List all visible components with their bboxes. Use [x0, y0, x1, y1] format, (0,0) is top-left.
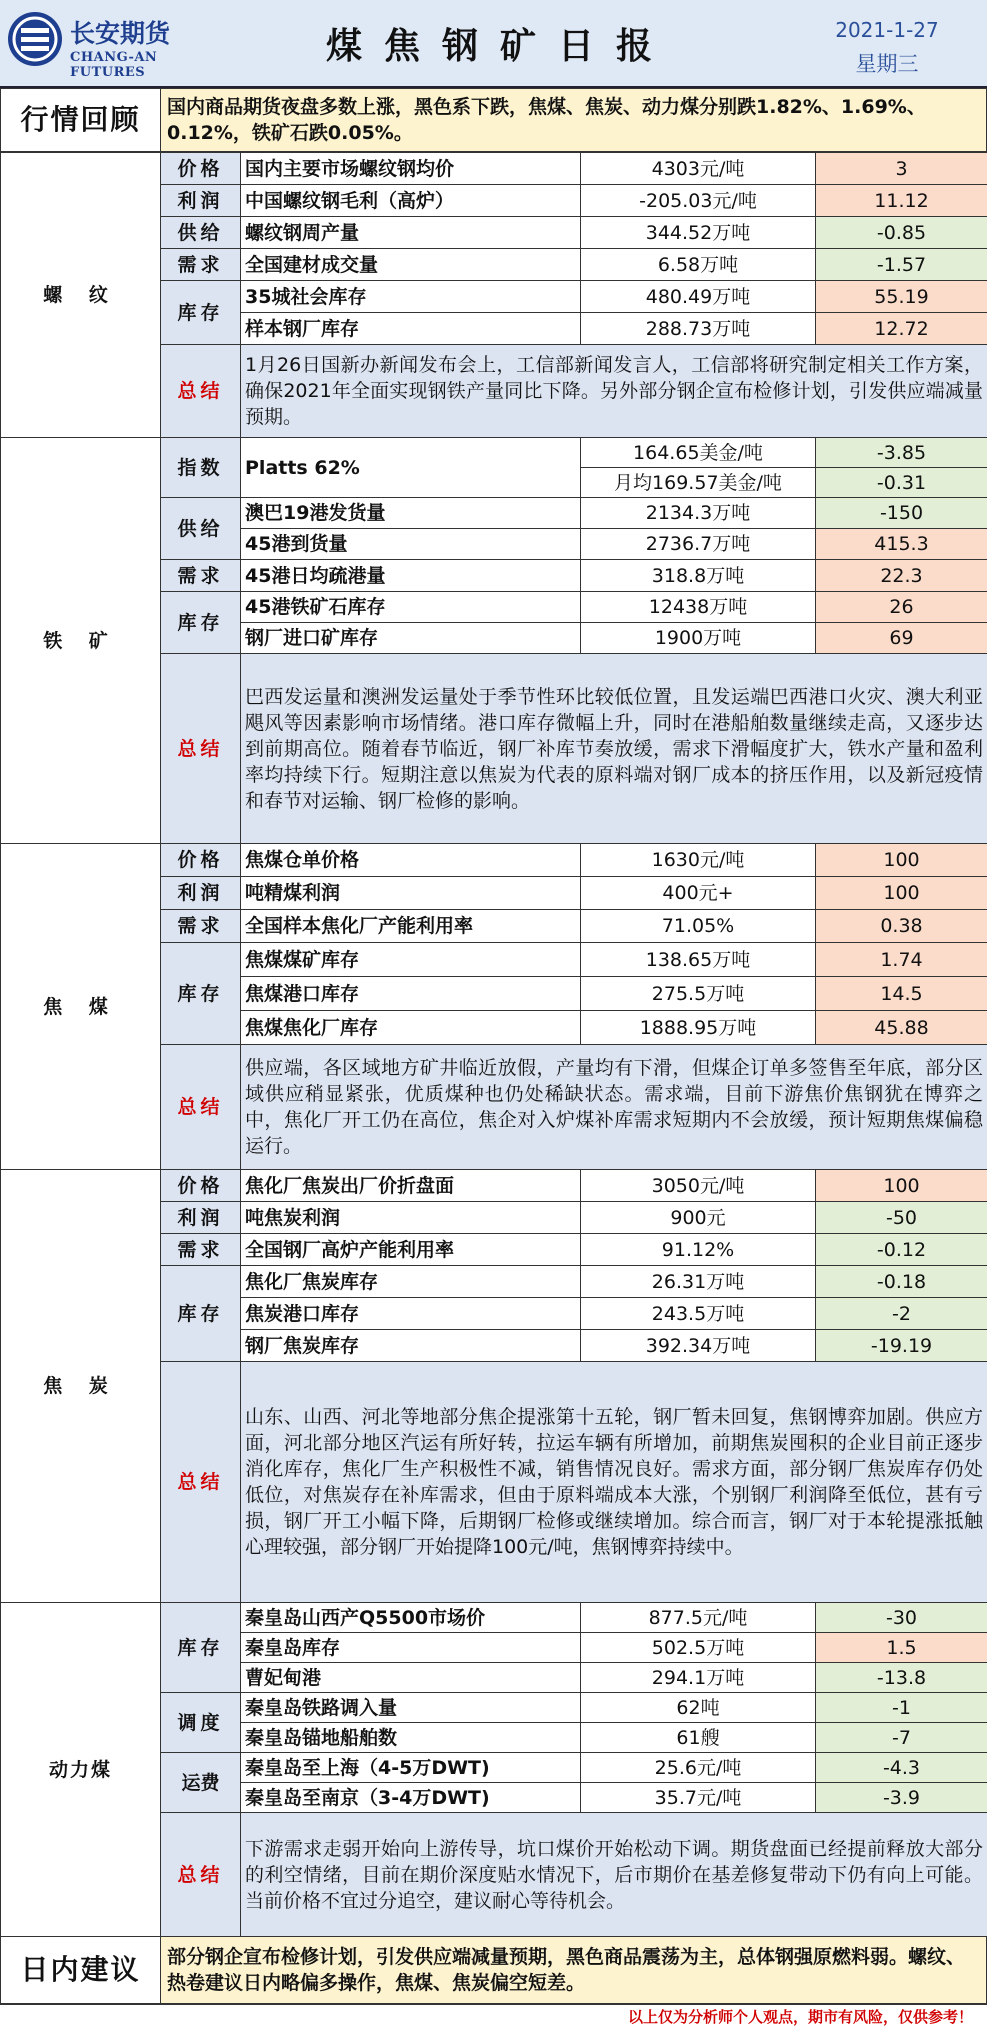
iron-ore-change: 415.3	[816, 529, 987, 560]
coke-item: 焦化厂焦炭库存	[241, 1266, 581, 1298]
rebar-summary: 1月26日国新办新闻发布会上，工信部新闻发言人，工信部将研究制定相关工作方案，确保2021年全面实现钢铁产量同比下降。另外部分钢企宣布检修计划，引发供应端减量预期。	[241, 345, 987, 438]
category-profit: 利润	[161, 1202, 241, 1234]
coking-coal-value: 71.05%	[581, 910, 816, 943]
coke-change: -50	[816, 1202, 987, 1234]
rebar-item: 中国螺纹钢毛利（高炉）	[241, 185, 581, 217]
coking-coal-value: 138.65万吨	[581, 943, 816, 977]
rebar-item: 螺纹钢周产量	[241, 217, 581, 249]
rebar-item: 国内主要市场螺纹钢均价	[241, 153, 581, 185]
disclaimer: 以上仅为分析师个人观点，期市有风险，仅供参考！	[627, 2008, 973, 2026]
iron-ore-item: 45港铁矿石库存	[241, 592, 581, 623]
iron-ore-section	[0, 437, 987, 843]
category-freight: 运费	[161, 1753, 241, 1813]
iron-ore-value: 318.8万吨	[581, 560, 816, 592]
coke-value: 91.12%	[581, 1234, 816, 1266]
iron-ore-value: 164.65美金/吨	[581, 438, 816, 468]
coke-value: 3050元/吨	[581, 1170, 816, 1202]
category-demand: 需求	[161, 560, 241, 592]
coke-item: 焦化厂焦炭出厂价折盘面	[241, 1170, 581, 1202]
coking-coal-value: 1888.95万吨	[581, 1011, 816, 1045]
rebar-label: 螺 纹	[1, 153, 161, 438]
coking-coal-item: 吨精煤利润	[241, 877, 581, 910]
coke-value: 26.31万吨	[581, 1266, 816, 1298]
thermal-coal-item: 曹妃甸港	[241, 1663, 581, 1693]
thermal-coal-item: 秦皇岛库存	[241, 1633, 581, 1663]
coke-change: -2	[816, 1298, 987, 1330]
iron-ore-item: 45港到货量	[241, 529, 581, 560]
report-title: 煤焦钢矿日报	[325, 26, 674, 67]
category-inventory: 库存	[161, 943, 241, 1045]
intraday-advice-text: 部分钢企宣布检修计划，引发供应端减量预期，黑色商品震荡为主，总体钢强原燃料弱。螺纹、热卷建议日内略偏多操作，焦煤、焦炭偏空短差。	[161, 1937, 987, 2004]
brand-name-en: CHANG-AN FUTURES	[70, 50, 158, 80]
category-summary: 总结	[161, 1362, 241, 1603]
category-profit: 利润	[161, 877, 241, 910]
rebar-change: -0.85	[816, 217, 987, 249]
category-summary: 总结	[161, 654, 241, 844]
thermal-coal-label: 动力煤	[1, 1603, 161, 1937]
coke-section	[0, 1169, 987, 1602]
brand-name-cn: 长安期货	[70, 19, 171, 48]
report-weekday: 星期三	[855, 52, 919, 76]
category-supply: 供给	[161, 217, 241, 249]
iron-ore-item: Platts 62%	[241, 438, 581, 498]
iron-ore-change: -0.31	[816, 468, 987, 498]
rebar-change: -1.57	[816, 249, 987, 281]
iron-ore-value: 月均169.57美金/吨	[581, 468, 816, 498]
iron-ore-value: 12438万吨	[581, 592, 816, 623]
category-summary: 总结	[161, 1045, 241, 1170]
thermal-coal-change: -3.9	[816, 1783, 987, 1813]
category-demand: 需求	[161, 910, 241, 943]
coking-coal-label: 焦 煤	[1, 844, 161, 1170]
company-logo	[6, 10, 198, 78]
thermal-coal-value: 25.6元/吨	[581, 1753, 816, 1783]
coke-item: 全国钢厂高炉产能利用率	[241, 1234, 581, 1266]
rebar-change: 11.12	[816, 185, 987, 217]
iron-ore-item: 钢厂进口矿库存	[241, 623, 581, 654]
thermal-coal-value: 502.5万吨	[581, 1633, 816, 1663]
iron-ore-value: 1900万吨	[581, 623, 816, 654]
thermal-coal-change: 1.5	[816, 1633, 987, 1663]
category-summary: 总结	[161, 1813, 241, 1937]
category-price: 价格	[161, 153, 241, 185]
logo-emblem-icon	[6, 10, 64, 68]
rebar-section	[0, 152, 987, 437]
iron-ore-item: 45港日均疏港量	[241, 560, 581, 592]
coking-coal-change: 45.88	[816, 1011, 987, 1045]
report-footer	[0, 2004, 987, 2028]
thermal-coal-summary: 下游需求走弱开始向上游传导，坑口煤价开始松动下调。期货盘面已经提前释放大部分的利空情绪，目前在期价深度贴水情况下，后市期价在基差修复带动下仍有向上可能。当前价格不宜过分追空，建议耐心等待机会。	[241, 1813, 987, 1937]
coking-coal-value: 400元+	[581, 877, 816, 910]
iron-ore-change: 69	[816, 623, 987, 654]
thermal-coal-change: -13.8	[816, 1663, 987, 1693]
coke-item: 吨焦炭利润	[241, 1202, 581, 1234]
coking-coal-change: 0.38	[816, 910, 987, 943]
thermal-coal-change: -1	[816, 1693, 987, 1723]
category-inventory: 库存	[161, 1603, 241, 1693]
iron-ore-change: 26	[816, 592, 987, 623]
thermal-coal-item: 秦皇岛至南京（3-4万DWT)	[241, 1783, 581, 1813]
coking-coal-section	[0, 843, 987, 1169]
report-header	[0, 0, 987, 88]
report-date: 2021-1-27	[835, 18, 939, 42]
category-profit: 利润	[161, 185, 241, 217]
thermal-coal-item: 秦皇岛锚地船舶数	[241, 1723, 581, 1753]
rebar-item: 样本钢厂库存	[241, 313, 581, 345]
coking-coal-change: 100	[816, 844, 987, 877]
coke-change: -19.19	[816, 1330, 987, 1362]
thermal-coal-change: -4.3	[816, 1753, 987, 1783]
market-review-label: 行情回顾	[1, 89, 161, 152]
coking-coal-summary: 供应端，各区域地方矿井临近放假，产量均有下滑，但煤企订单多签售至年底，部分区域供应稍显紧张，优质煤种也仍处稀缺状态。需求端，目前下游焦价焦钢犹在博弈之中，焦化厂开工仍在高位，焦企对入炉煤补库需求短期内不会放缓，预计短期焦煤偏稳运行。	[241, 1045, 987, 1170]
thermal-coal-value: 877.5元/吨	[581, 1603, 816, 1633]
iron-ore-change: 22.3	[816, 560, 987, 592]
thermal-coal-change: -30	[816, 1603, 987, 1633]
category-price: 价格	[161, 844, 241, 877]
market-review-section	[0, 88, 987, 152]
rebar-item: 35城社会库存	[241, 281, 581, 313]
rebar-value: 4303元/吨	[581, 153, 816, 185]
thermal-coal-value: 35.7元/吨	[581, 1783, 816, 1813]
coke-value: 243.5万吨	[581, 1298, 816, 1330]
intraday-advice-label: 日内建议	[1, 1937, 161, 2004]
category-supply: 供给	[161, 498, 241, 560]
thermal-coal-value: 62吨	[581, 1693, 816, 1723]
coking-coal-value: 275.5万吨	[581, 977, 816, 1011]
intraday-advice-section	[0, 1936, 987, 2004]
coking-coal-change: 14.5	[816, 977, 987, 1011]
coke-change: -0.18	[816, 1266, 987, 1298]
rebar-item: 全国建材成交量	[241, 249, 581, 281]
rebar-change: 55.19	[816, 281, 987, 313]
category-index: 指数	[161, 438, 241, 498]
coking-coal-change: 1.74	[816, 943, 987, 977]
category-inventory: 库存	[161, 281, 241, 345]
coking-coal-change: 100	[816, 877, 987, 910]
rebar-value: 6.58万吨	[581, 249, 816, 281]
rebar-change: 3	[816, 153, 987, 185]
category-demand: 需求	[161, 1234, 241, 1266]
thermal-coal-item: 秦皇岛山西产Q5500市场价	[241, 1603, 581, 1633]
coking-coal-item: 焦煤仓单价格	[241, 844, 581, 877]
iron-ore-change: -3.85	[816, 438, 987, 468]
category-dispatch: 调度	[161, 1693, 241, 1753]
category-summary: 总结	[161, 345, 241, 438]
rebar-value: 344.52万吨	[581, 217, 816, 249]
coke-value: 392.34万吨	[581, 1330, 816, 1362]
rebar-change: 12.72	[816, 313, 987, 345]
iron-ore-item: 澳巴19港发货量	[241, 498, 581, 529]
coke-value: 900元	[581, 1202, 816, 1234]
category-price: 价格	[161, 1170, 241, 1202]
coke-summary: 山东、山西、河北等地部分焦企提涨第十五轮，钢厂暂未回复，焦钢博弈加剧。供应方面，河北部分地区汽运有所好转，拉运车辆有所增加，前期焦炭囤积的企业目前正逐步消化库存，焦化厂生产积极性不减，销售情况良好。需求方面，部分钢厂焦炭库存仍处低位，对焦炭存在补库需求，但由于原料端成本大涨，个别钢厂利润降至低位，甚有亏损，钢厂开工小幅下降，后期钢厂检修或继续增加。综合而言，钢厂对于本轮提涨抵触心理较强，部分钢厂开始提降100元/吨，焦钢博弈持续中。	[241, 1362, 987, 1603]
coking-coal-item: 焦煤煤矿库存	[241, 943, 581, 977]
coke-change: 100	[816, 1170, 987, 1202]
coking-coal-item: 焦煤港口库存	[241, 977, 581, 1011]
category-inventory: 库存	[161, 1266, 241, 1362]
coke-item: 钢厂焦炭库存	[241, 1330, 581, 1362]
coking-coal-item: 全国样本焦化厂产能利用率	[241, 910, 581, 943]
coking-coal-value: 1630元/吨	[581, 844, 816, 877]
thermal-coal-item: 秦皇岛至上海（4-5万DWT)	[241, 1753, 581, 1783]
market-review-text: 国内商品期货夜盘多数上涨，黑色系下跌，焦煤、焦炭、动力煤分别跌1.82%、1.69%、0.12%，铁矿石跌0.05%。	[161, 89, 987, 152]
iron-ore-value: 2134.3万吨	[581, 498, 816, 529]
rebar-value: 480.49万吨	[581, 281, 816, 313]
category-inventory: 库存	[161, 592, 241, 654]
coke-label: 焦 炭	[1, 1170, 161, 1603]
thermal-coal-value: 294.1万吨	[581, 1663, 816, 1693]
rebar-value: -205.03元/吨	[581, 185, 816, 217]
thermal-coal-item: 秦皇岛铁路调入量	[241, 1693, 581, 1723]
coke-change: -0.12	[816, 1234, 987, 1266]
thermal-coal-section	[0, 1602, 987, 1936]
category-demand: 需求	[161, 249, 241, 281]
thermal-coal-change: -7	[816, 1723, 987, 1753]
iron-ore-value: 2736.7万吨	[581, 529, 816, 560]
coking-coal-item: 焦煤焦化厂库存	[241, 1011, 581, 1045]
iron-ore-label: 铁 矿	[1, 438, 161, 844]
iron-ore-change: -150	[816, 498, 987, 529]
thermal-coal-value: 61艘	[581, 1723, 816, 1753]
iron-ore-summary: 巴西发运量和澳洲发运量处于季节性环比较低位置，且发运端巴西港口火灾、澳大利亚飓风等因素影响市场情绪。港口库存微幅上升，同时在港船舶数量继续走高，又逐步达到前期高位。随着春节临近，钢厂补库节奏放缓，需求下滑幅度扩大，铁水产量和盈利率均持续下行。短期注意以焦炭为代表的原料端对钢厂成本的挤压作用，以及新冠疫情和春节对运输、钢厂检修的影响。	[241, 654, 987, 844]
coke-item: 焦炭港口库存	[241, 1298, 581, 1330]
rebar-value: 288.73万吨	[581, 313, 816, 345]
